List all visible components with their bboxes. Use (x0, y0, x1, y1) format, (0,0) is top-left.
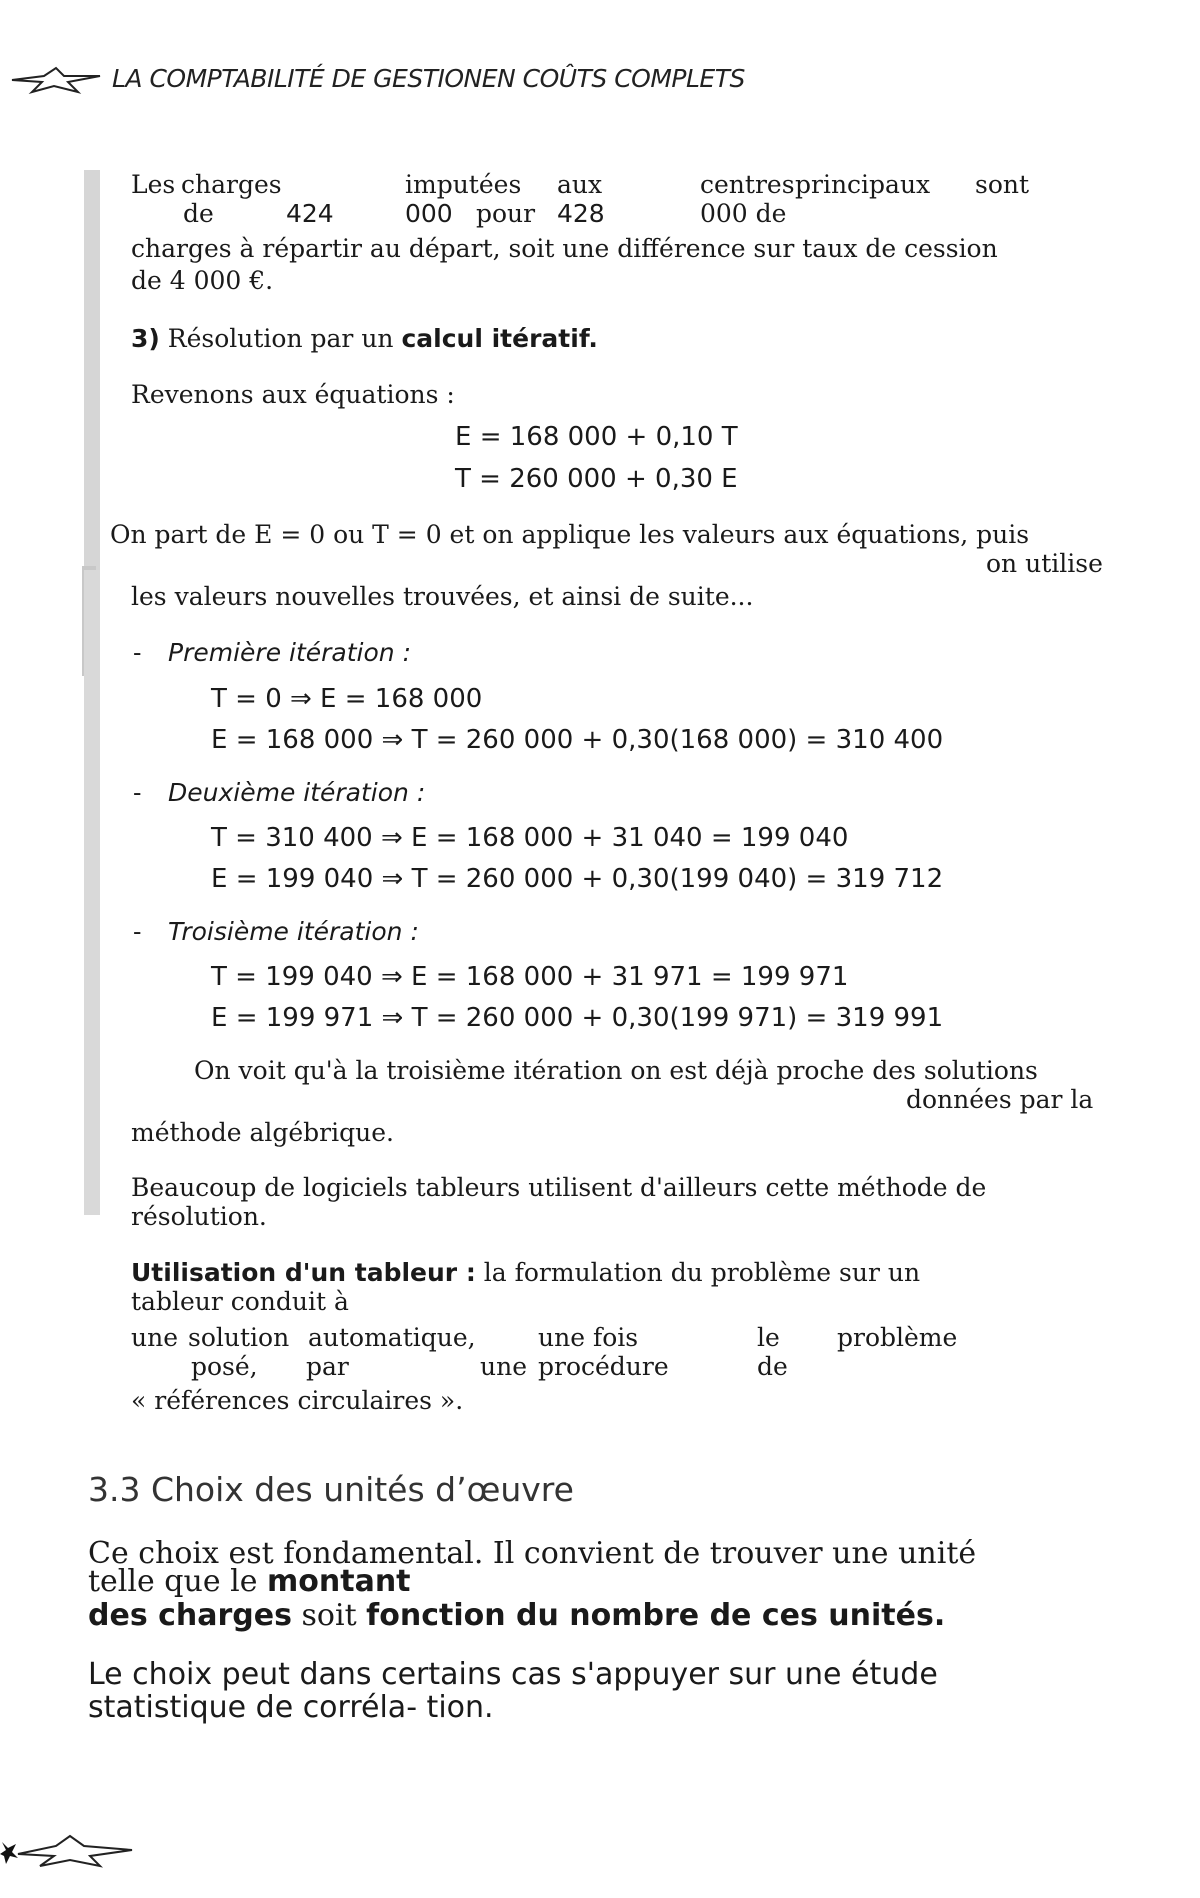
p1-number: 000 (405, 199, 453, 228)
choix-line (88, 1565, 411, 1599)
onpart-line: on utilise (986, 549, 1103, 578)
beaucoup-line: résolution. (131, 1202, 267, 1231)
onvoit-line: méthode algébrique. (131, 1118, 394, 1147)
iteration-line: T = 310 400 ⇒ E = 168 000 + 31 040 = 199 040 (211, 823, 849, 853)
list-dash: - (133, 917, 142, 946)
tableur-line: tableur conduit à (131, 1287, 349, 1316)
tableur-line (131, 1258, 920, 1287)
tableur-word: une (131, 1323, 178, 1352)
choix-bold: des charges (88, 1598, 292, 1633)
tableur-word: de (757, 1352, 788, 1381)
tableur-bold: Utilisation d'un tableur : (131, 1258, 476, 1287)
choix-text: soit (291, 1598, 367, 1633)
p1-word: aux (557, 170, 603, 199)
tableur-word: procédure (538, 1352, 669, 1381)
choix-bold: montant (267, 1564, 411, 1599)
choix-line: Ce choix est fondamental. Il convient de trouver une unité (88, 1536, 977, 1571)
section-3-heading (131, 324, 598, 353)
tableur-word: par (306, 1352, 349, 1381)
p1-number: 424 (286, 199, 334, 228)
onvoit-line: On voit qu'à la troisième itération on est déjà proche des solutions (194, 1056, 1038, 1085)
beaucoup-line: Beaucoup de logiciels tableurs utilisent d'ailleurs cette méthode de (131, 1173, 987, 1202)
section-lead: Résolution par un (159, 324, 402, 353)
tableur-word: automatique, (308, 1323, 476, 1352)
stat-line: statistique de corréla- tion. (88, 1690, 494, 1725)
list-dash: - (133, 778, 142, 807)
equation: T = 260 000 + 0,30 E (455, 464, 738, 494)
p1-word: 000 de (700, 199, 787, 228)
p1-word: centres (700, 170, 795, 199)
p1-word: pour (476, 199, 536, 228)
choix-bold: fonction du nombre de ces unités. (366, 1598, 946, 1633)
iteration-line: E = 199 971 ⇒ T = 260 000 + 0,30(199 971) = 319 991 (211, 1003, 944, 1033)
equation: E = 168 000 + 0,10 T (455, 422, 738, 452)
p1-word: imputées (405, 170, 522, 199)
revenons-text: Revenons aux équations : (131, 380, 455, 409)
p1-line: charges à répartir au départ, soit une différence sur taux de cession (131, 234, 998, 263)
iteration-title: Deuxième itération : (168, 778, 426, 807)
margin-bar-lower (84, 570, 100, 1215)
tableur-word: le (757, 1323, 780, 1352)
tableur-line: « références circulaires ». (131, 1386, 464, 1415)
tableur-word: solution (188, 1323, 290, 1352)
tableur-word: problème (837, 1323, 958, 1352)
tableur-word: posé, (191, 1352, 258, 1381)
tableur-word: une (480, 1352, 527, 1381)
list-dash: - (133, 638, 142, 667)
margin-bar (84, 170, 100, 570)
onpart-line: On part de E = 0 ou T = 0 et on applique les valeurs aux équations, puis (110, 520, 1030, 549)
iteration-title: Troisième itération : (168, 917, 419, 946)
section-heading: 3.3 Choix des unités d’œuvre (88, 1470, 574, 1509)
p1-word: de (183, 199, 214, 228)
choix-text: telle que le (88, 1564, 267, 1599)
p1-word: principaux (795, 170, 931, 199)
onpart-line: les valeurs nouvelles trouvées, et ainsi de suite... (131, 582, 754, 611)
p1-number: 428 (557, 199, 605, 228)
section-bold: calcul itératif. (401, 324, 598, 353)
iteration-line: E = 168 000 ⇒ T = 260 000 + 0,30(168 000) = 310 400 (211, 725, 944, 755)
tableur-word: une fois (538, 1323, 639, 1352)
stat-line: Le choix peut dans certains cas s'appuyer sur une étude (88, 1657, 938, 1692)
iteration-line: T = 0 ⇒ E = 168 000 (211, 684, 483, 714)
iteration-title: Première itération : (168, 638, 412, 667)
p1-word: charges (181, 170, 282, 199)
onvoit-line: données par la (906, 1085, 1094, 1114)
section-number: 3) (131, 324, 160, 353)
p1-word: sont (975, 170, 1030, 199)
p1-line: de 4 000 €. (131, 266, 274, 295)
iteration-line: T = 199 040 ⇒ E = 168 000 + 31 971 = 199 971 (211, 962, 849, 992)
header-star-icon (8, 66, 104, 94)
iteration-line: E = 199 040 ⇒ T = 260 000 + 0,30(199 040) = 319 712 (211, 864, 944, 894)
tableur-rest: la formulation du problème sur un (475, 1258, 921, 1287)
running-header: LA COMPTABILITÉ DE GESTIONEN COÛTS COMPLETS (112, 64, 745, 93)
p1-word: Les (131, 170, 176, 199)
footer-star-icon (0, 1832, 140, 1872)
choix-line (88, 1599, 945, 1633)
